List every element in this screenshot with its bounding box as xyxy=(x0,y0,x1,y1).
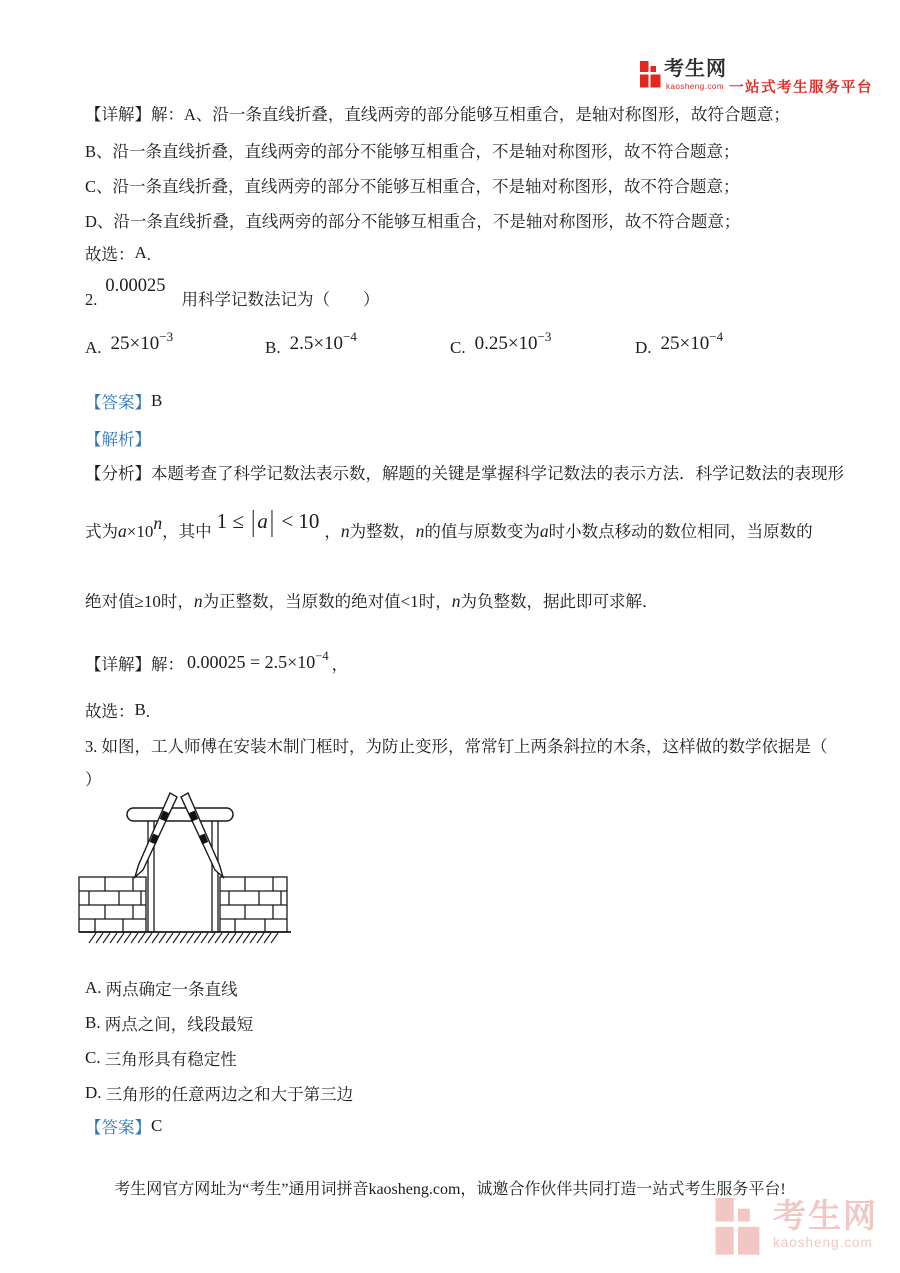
q2-option-d xyxy=(635,329,724,362)
math-text: ≥10 xyxy=(134,592,161,611)
detail-text: 解：A、沿一条直线折叠，直线两旁的部分能够互相重合，是轴对称图形，故符合题意； xyxy=(151,105,790,124)
option-formula xyxy=(289,329,357,354)
q1-conclusion xyxy=(85,243,151,266)
detail-prefix: 解： xyxy=(151,655,184,674)
detail-label: 【详解】 xyxy=(85,655,151,674)
footer-slogan: 考生网官方网址为“考生”通用词拼音kaosheng.com，诚邀合作伙伴共同打造一站式考生服务平台! xyxy=(114,1181,786,1198)
brand-name: 考生网 xyxy=(664,58,727,80)
option-formula xyxy=(474,329,552,354)
kaosheng-logo-icon xyxy=(640,61,661,90)
fenxi-text: ，其中 xyxy=(162,522,212,541)
brand-domain: kaosheng.com xyxy=(666,82,725,91)
option-label: D. xyxy=(85,1083,102,1102)
q2-fenxi-line-3 xyxy=(85,590,658,613)
answer-label: 【答案】 xyxy=(85,1118,151,1137)
q2-option-b xyxy=(265,329,357,362)
q2-fenxi-line-1 xyxy=(85,462,844,485)
fenxi-text: 绝对值 xyxy=(85,592,135,611)
math-exponent-n: n xyxy=(153,513,163,533)
stem-text: 用科学记数法记为（ ） xyxy=(181,290,380,309)
fenxi-text: 的值与原数变为 xyxy=(424,522,540,541)
q3-option-b xyxy=(85,1013,253,1036)
stem-text: 3. 如图，工人师傅在安装木制门框时，为防止变形，常常钉上两条斜拉的木条，这样做的数学依据是（ xyxy=(85,737,828,756)
option-label: B. xyxy=(85,1013,101,1032)
watermark-text xyxy=(773,1198,878,1250)
formula-base: 2.5×10 xyxy=(289,333,344,354)
question-number: 2. xyxy=(85,290,98,309)
q3-stem-close xyxy=(85,768,102,791)
q2-stem xyxy=(85,276,380,312)
answer-letter: B xyxy=(151,391,163,410)
math-times-ten: ×10 xyxy=(126,522,154,541)
choose-dot: . xyxy=(146,245,151,264)
fenxi-text: 为负整数，据此即可求解． xyxy=(460,592,659,611)
option-text: 三角形的任意两边之和大于第三边 xyxy=(105,1085,354,1104)
q2-jiexi-line xyxy=(85,428,151,451)
watermark-brand: 考生网 xyxy=(773,1197,878,1234)
q2-detail-line xyxy=(85,649,349,678)
abs-bar: | xyxy=(251,504,256,538)
option-formula xyxy=(110,329,174,354)
detail-text: ， xyxy=(331,655,349,674)
q2-fenxi-line-2 xyxy=(85,504,813,543)
given-value: 0.00025 xyxy=(105,276,166,296)
door-frame-figure xyxy=(75,791,295,953)
detail-text: D、沿一条直线折叠，直线两旁的部分不能够互相重合，不是轴对称图形，故不符合题意； xyxy=(85,212,741,231)
abs-bar: | xyxy=(269,504,275,538)
fenxi-text: 为正整数，当原数的绝对值 xyxy=(202,592,401,611)
q3-answer-line xyxy=(85,1116,162,1139)
option-text: 两点确定一条直线 xyxy=(105,980,238,999)
q3-option-d xyxy=(85,1083,353,1106)
answer-label: 【答案】 xyxy=(85,393,151,412)
option-text: 三角形具有稳定性 xyxy=(104,1050,237,1069)
fenxi-text: 时， xyxy=(160,592,194,611)
fenxi-text: ， xyxy=(324,522,341,541)
math-text: <1 xyxy=(400,592,419,611)
kaosheng-watermark-icon xyxy=(712,1198,764,1260)
formula-exponent: −3 xyxy=(537,329,552,344)
formula-base: 25×10 xyxy=(110,333,160,354)
q1-detail-line-a xyxy=(85,103,790,126)
choose-prefix: 故选： xyxy=(85,245,135,264)
q3-stem xyxy=(85,735,828,758)
q1-detail-line-b xyxy=(85,140,740,163)
q1-detail-line-d xyxy=(85,210,740,233)
option-label: A. xyxy=(85,338,102,357)
math-var-n: n xyxy=(193,591,203,611)
math-var-a: a xyxy=(118,521,127,541)
q1-detail-line-c xyxy=(85,175,740,198)
math-text: < 10 xyxy=(276,509,320,533)
detail-text: C、沿一条直线折叠，直线两旁的部分不能够互相重合，不是轴对称图形，故不符合题意； xyxy=(85,177,740,196)
choose-prefix: 故选： xyxy=(85,702,135,721)
option-label: A. xyxy=(85,978,102,997)
q2-option-c xyxy=(450,329,552,362)
option-label: C. xyxy=(85,1048,101,1067)
math-var-n: n xyxy=(451,591,461,611)
formula-exponent: −3 xyxy=(159,329,174,344)
answer-letter: C xyxy=(151,1116,163,1135)
watermark-domain: kaosheng.com xyxy=(773,1235,873,1250)
math-text: 1 ≤ xyxy=(216,509,250,533)
answer-letter: A xyxy=(134,243,147,262)
q2-answer-line xyxy=(85,391,162,414)
formula-base: 0.25×10 xyxy=(474,333,538,354)
jiexi-label: 【解析】 xyxy=(85,430,151,449)
fenxi-text: 为整数， xyxy=(349,522,416,541)
fenxi-text: 式为 xyxy=(85,522,118,541)
equation xyxy=(184,649,332,672)
formula-exponent: −4 xyxy=(709,329,724,344)
ground-hatching xyxy=(89,933,278,943)
formula-base: 0.00025 = 2.5×10 xyxy=(187,652,316,672)
option-formula xyxy=(660,329,724,354)
q2-conclusion xyxy=(85,700,150,723)
formula-base: 25×10 xyxy=(660,333,710,354)
brand-tagline: 一站式考生服务平台 xyxy=(729,80,873,96)
formula-exponent: −4 xyxy=(315,649,329,663)
math-inequality xyxy=(212,504,325,538)
formula-exponent: −4 xyxy=(343,329,357,344)
lintel-bar xyxy=(127,808,233,821)
q3-option-a xyxy=(85,978,238,1001)
option-text: 两点之间，线段最短 xyxy=(104,1015,254,1034)
fenxi-text: 时小数点移动的数位相同，当原数的 xyxy=(548,522,813,541)
math-var-n: n xyxy=(340,521,350,541)
option-label: D. xyxy=(635,338,652,357)
fenxi-text: 本题考查了科学记数法表示数，解题的关键是掌握科学记数法的表示方法．科学记数法的表现形 xyxy=(151,464,844,483)
q2-option-a xyxy=(85,329,174,362)
kaosheng-watermark xyxy=(712,1198,878,1260)
math-var-a: a xyxy=(257,509,268,533)
math-var-a: a xyxy=(539,521,549,541)
detail-text: B、沿一条直线折叠，直线两旁的部分不能够互相重合，不是轴对称图形，故不符合题意； xyxy=(85,142,740,161)
option-label: C. xyxy=(450,338,466,357)
right-door-post xyxy=(212,819,218,932)
option-label: B. xyxy=(265,338,281,357)
math-var-n: n xyxy=(415,521,425,541)
detail-label: 【详解】 xyxy=(85,105,151,124)
q3-option-c xyxy=(85,1048,237,1071)
choose-dot: . xyxy=(145,702,150,721)
stem-text: ） xyxy=(85,770,102,789)
answer-letter: B xyxy=(134,700,146,719)
fenxi-label: 【分析】 xyxy=(85,464,151,483)
fenxi-text: 时， xyxy=(418,592,452,611)
